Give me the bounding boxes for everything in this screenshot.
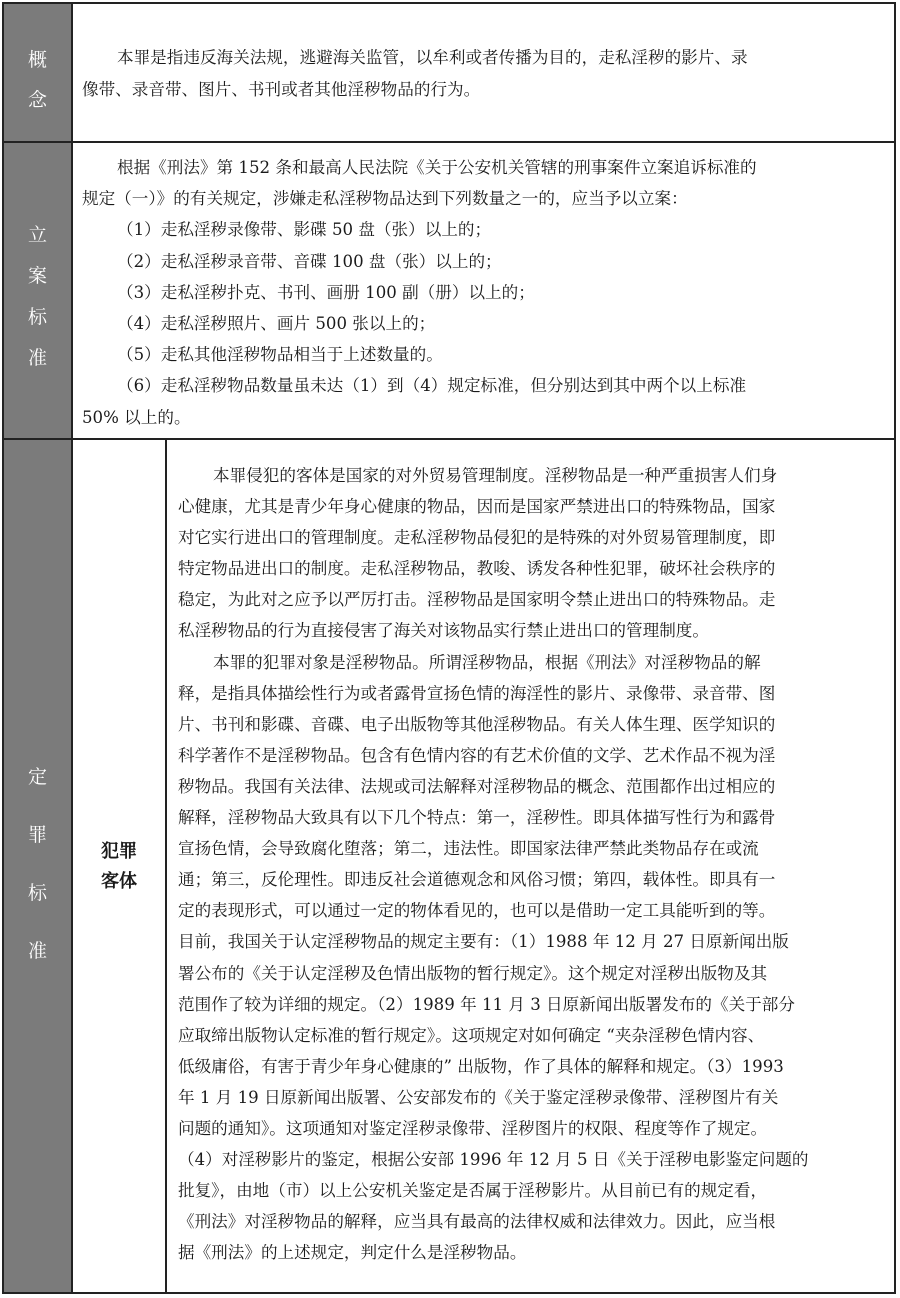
text-line: 片、书刊和影碟、音碟、电子出版物等其他淫秽物品。有关人体生理、医学知识的 xyxy=(178,714,776,734)
concept-body xyxy=(73,4,894,141)
text-line: 像带、录音带、图片、书刊或者其他淫秽物品的行为。 xyxy=(82,80,481,99)
text-line: 规定（一）》的有关规定，涉嫌走私淫秽物品达到下列数量之一的，应当予以立案： xyxy=(82,189,688,209)
text-line: 低级庸俗，有害于青少年身心健康的” 出版物，作了具体的解释和规定。（3）1993 xyxy=(178,1056,784,1076)
text-line: （1）走私淫秽录像带、影碟 50 盘（张）以上的； xyxy=(117,220,492,240)
text-line: （2）走私淫秽录音带、音碟 100 盘（张）以上的； xyxy=(117,251,502,271)
text-line: 据《刑法》的上述规定，判定什么是淫秽物品。 xyxy=(178,1243,527,1263)
text-line: 释，是指具体描绘性行为或者露骨宣扬色情的海淫性的影片、录像带、录音带、图 xyxy=(178,683,776,703)
filing-header-char: 立 xyxy=(27,224,47,246)
criteria-table xyxy=(2,2,896,1294)
text-line: 对它实行进出口的管理制度。走私淫秽物品侵犯的是特殊的对外贸易管理制度，即 xyxy=(178,528,776,548)
conviction-header-char: 定 xyxy=(27,766,47,788)
text-line: 秽物品。我国有关法律、法规或司法解释对淫秽物品的概念、范围都作出过相应的 xyxy=(178,776,776,796)
text-line: 科学著作不是淫秽物品。包含有色情内容的有艺术价值的文学、艺术作品不视为淫 xyxy=(178,745,776,765)
filing-header-char: 标 xyxy=(27,306,47,328)
concept-text xyxy=(82,42,748,106)
text-line: 本罪侵犯的客体是国家的对外贸易管理制度。淫秽物品是一种严重损害人们身 xyxy=(213,466,778,485)
text-line: 问题的通知》。这项通知对鉴定淫秽录像带、淫秽图片的权限、程度等作了规定。 xyxy=(178,1118,768,1138)
text-line: 特定物品进出口的制度。走私淫秽物品，教唆、诱发各种性犯罪，破坏社会秩序的 xyxy=(178,559,776,579)
filing-header-char: 准 xyxy=(27,347,47,369)
text-line: 稳定，为此对之应予以严厉打击。淫秽物品是国家明令禁止进出口的特殊物品。走 xyxy=(178,590,776,610)
conviction-header-char: 标 xyxy=(27,882,47,904)
filing-header-char: 案 xyxy=(27,265,47,287)
text-line: 本罪的犯罪对象是淫秽物品。所谓淫秽物品，根据《刑法》对淫秽物品的解 xyxy=(213,652,761,672)
text-line: （6）走私淫秽物品数量虽未达（1）到（4）规定标准，但分别达到其中两个以上标准 xyxy=(117,376,747,396)
text-line: 心健康，尤其是青少年身心健康的物品，因而是国家严禁进出口的特殊物品，国家 xyxy=(178,497,776,517)
crime-object-label-line: 客体 xyxy=(101,871,137,892)
concept-header xyxy=(4,4,73,141)
text-line: （4）对淫秽影片的鉴定，根据公安部 1996 年 12 月 5 日《关于淫秽电影鉴定问题的 xyxy=(178,1150,809,1170)
text-line: 50% 以上的。 xyxy=(82,407,191,427)
text-line: 范围作了较为详细的规定。（2）1989 年 11 月 3 日原新闻出版署发布的《关于部分 xyxy=(178,994,795,1014)
crime-object-cell xyxy=(73,440,167,1292)
conviction-header-char: 准 xyxy=(27,940,47,962)
text-line: 《刑法》对淫秽物品的解释，应当具有最高的法律权威和法律效力。因此，应当根 xyxy=(178,1212,776,1232)
text-line: 应取缔出版物认定标准的暂行规定》。这项规定对如何确定 “夹杂淫秽色情内容、 xyxy=(178,1025,765,1045)
text-line: 宣扬色情，会导致腐化堕落；第二，违法性。即国家法律严禁此类物品存在或流 xyxy=(178,839,759,859)
concept-row xyxy=(4,4,894,143)
text-line: 定的表现形式，可以通过一定的物体看见的，也可以是借助一定工具能听到的等。 xyxy=(178,901,776,921)
text-line: 年 1 月 19 日原新闻出版署、公安部发布的《关于鉴定淫秽录像带、淫秽图片有关 xyxy=(178,1087,779,1107)
text-line: （4）走私淫秽照片、画片 500 张以上的； xyxy=(117,314,436,334)
filing-header xyxy=(4,143,73,438)
text-line: 根据《刑法》第 152 条和最高人民法院《关于公安机关管辖的刑事案件立案追诉标准的 xyxy=(117,158,757,177)
text-line: （5）走私其他淫秽物品相当于上述数量的。 xyxy=(117,345,443,365)
text-line: 署公布的《关于认定淫秽及色情出版物的暂行规定》。这个规定对淫秽出版物及其 xyxy=(178,963,768,983)
filing-text xyxy=(82,152,757,433)
conviction-header xyxy=(4,440,73,1292)
crime-object-text xyxy=(178,460,809,1268)
text-line: 目前，我国关于认定淫秽物品的规定主要有：（1）1988 年 12 月 27 日原新闻出版 xyxy=(178,932,789,952)
concept-header-char: 念 xyxy=(27,89,47,111)
text-line: 私淫秽物品的行为直接侵害了海关对该物品实行禁止进出口的管理制度。 xyxy=(178,621,709,641)
crime-object-label-line: 犯罪 xyxy=(101,841,137,862)
text-line: 批复》，由地（市）以上公安机关鉴定是否属于淫秽影片。从目前已有的规定看， xyxy=(178,1181,768,1201)
text-line: 解释，淫秽物品大致具有以下几个特点：第一，淫秽性。即具体描写性行为和露骨 xyxy=(178,808,776,828)
conviction-header-char: 罪 xyxy=(27,824,47,846)
text-line: （3）走私淫秽扑克、书刊、画册 100 副（册）以上的； xyxy=(117,282,535,302)
filing-body xyxy=(73,143,894,438)
filing-row xyxy=(4,143,894,440)
conviction-row xyxy=(4,440,894,1292)
concept-header-char: 概 xyxy=(27,49,47,71)
text-line: 本罪是指违反海关法规，逃避海关监管，以牟利或者传播为目的，走私淫秽的影片、录 xyxy=(117,48,748,67)
text-line: 通；第三，反伦理性。即违反社会道德观念和风俗习惯；第四，载体性。即具有一 xyxy=(178,870,776,890)
crime-object-label xyxy=(73,837,165,897)
